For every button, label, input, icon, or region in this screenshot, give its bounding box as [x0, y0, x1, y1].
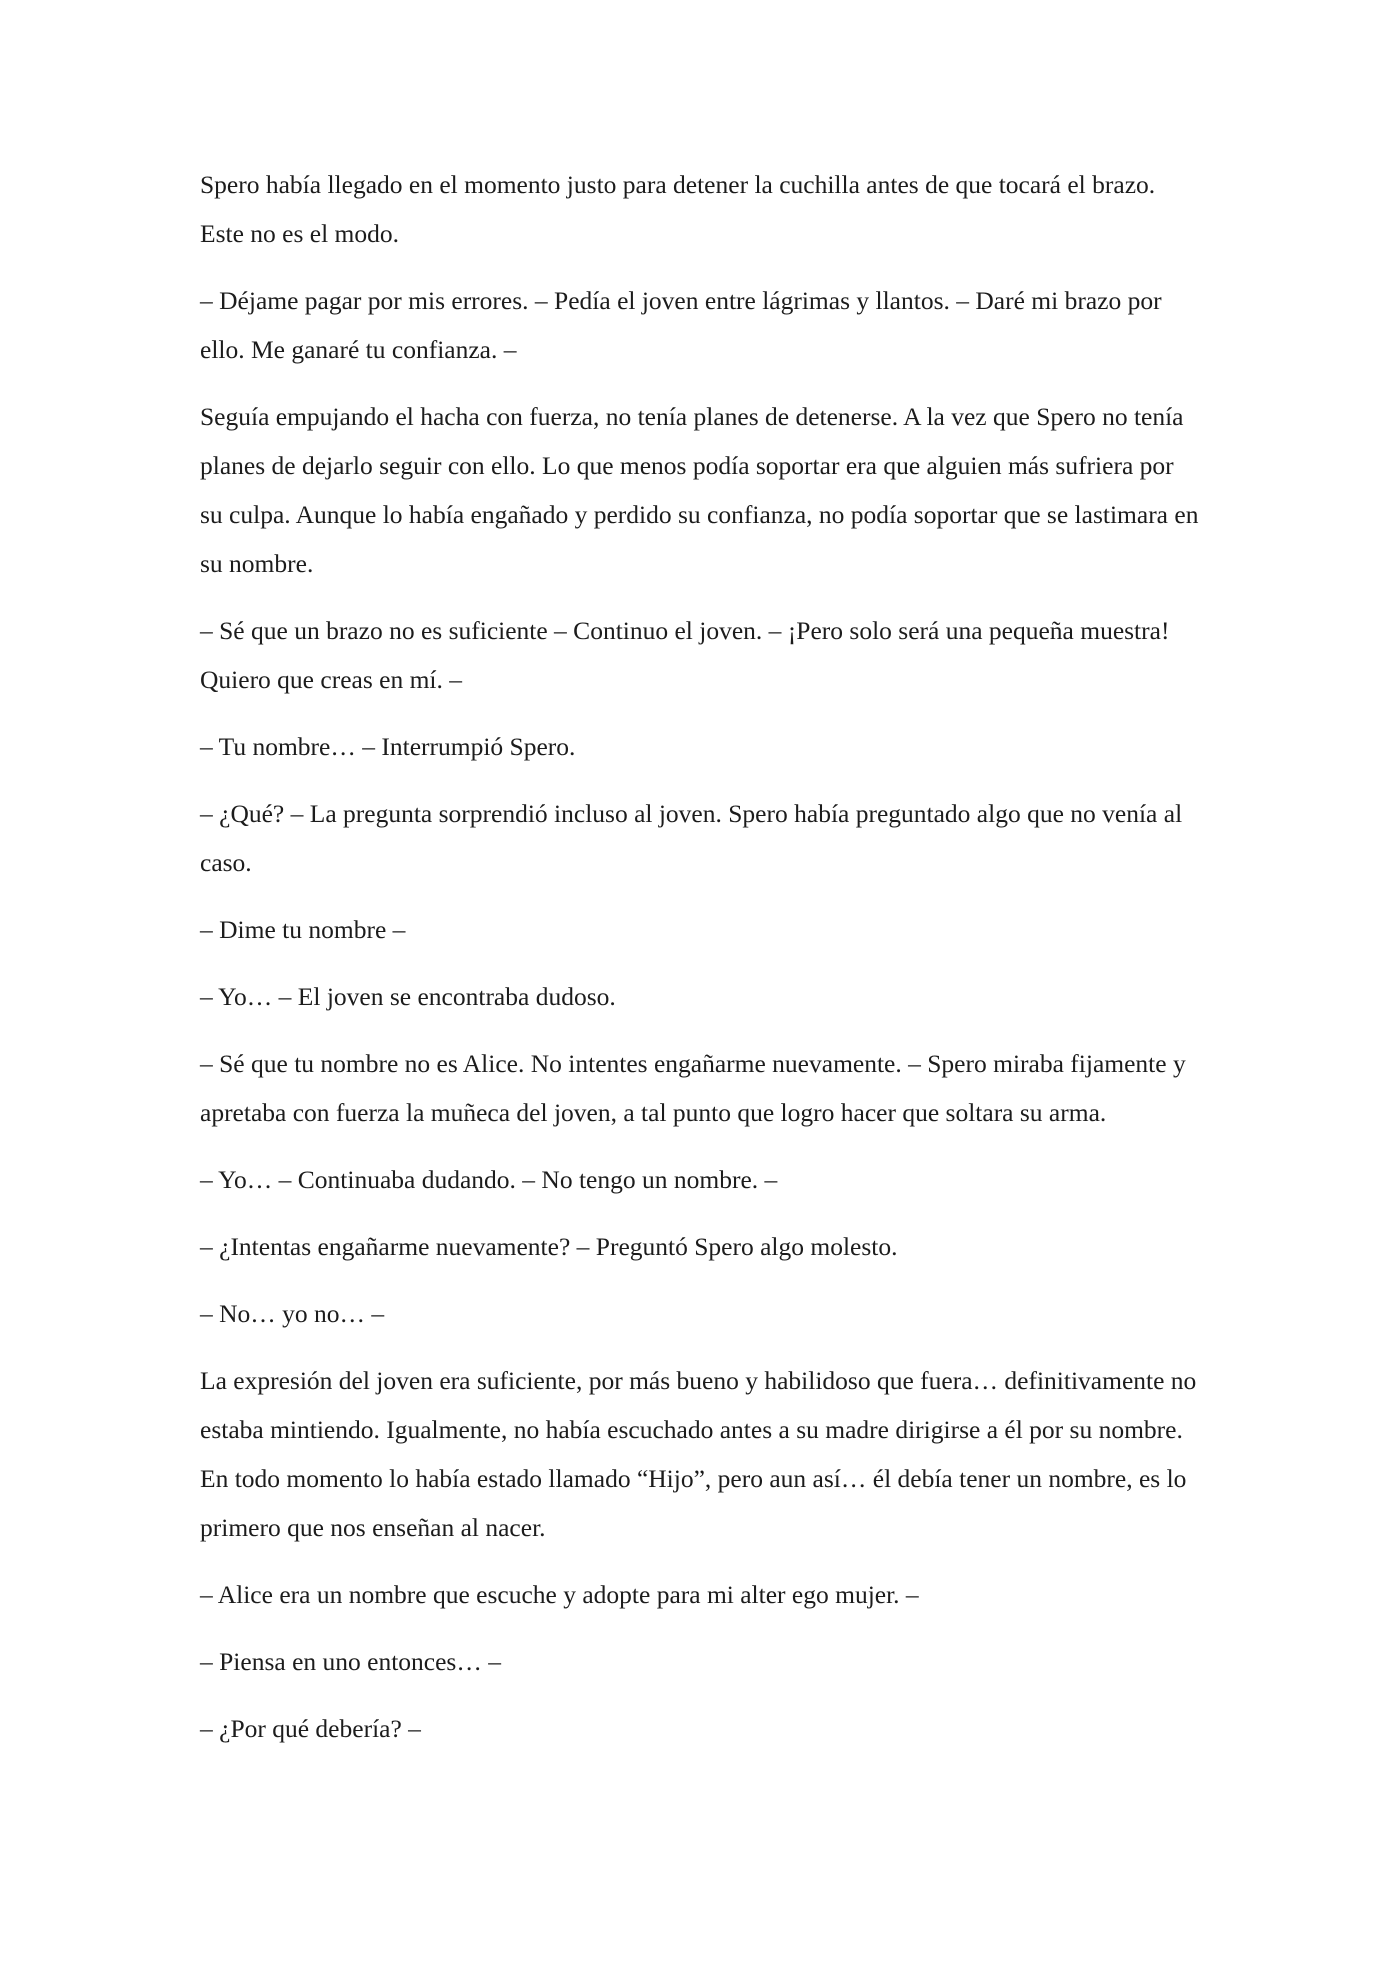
paragraph: – Sé que un brazo no es suficiente – Continuo el joven. – ¡Pero solo será una pequeña muestra! Quiero que creas en mí. – [200, 616, 1170, 694]
paragraph: Seguía empujando el hacha con fuerza, no tenía planes de detenerse. A la vez que Spero no tenía planes de dejarlo seguir con ello. Lo que menos podía soportar era que alguien más sufriera por su culpa. Aunque lo había engañado y perdido su confianza, no podía soportar que se lastimara en su nombre. [200, 402, 1199, 578]
paragraph: – Sé que tu nombre no es Alice. No intentes engañarme nuevamente. – Spero miraba fijamente y apretaba con fuerza la muñeca del joven, a tal punto que logro hacer que soltara su arma. [200, 1049, 1186, 1127]
paragraph: – Dime tu nombre – [200, 915, 406, 944]
paragraph: – Piensa en uno entonces… – [200, 1647, 501, 1676]
paragraph: – ¿Intentas engañarme nuevamente? – Preguntó Spero algo molesto. [200, 1232, 898, 1261]
paragraph: La expresión del joven era suficiente, por más bueno y habilidoso que fuera… definitivamente no estaba mintiendo. Igualmente, no había escuchado antes a su madre dirigirse a él por su nombre. En todo momento lo había estado llamado “Hijo”, pero aun así… él debía tener un nombre, es lo primero que nos enseñan al nacer. [200, 1366, 1197, 1542]
paragraph: Spero había llegado en el momento justo para detener la cuchilla antes de que tocará el brazo. Este no es el modo. [200, 170, 1156, 248]
paragraph: – No… yo no… – [200, 1299, 385, 1328]
document-text-body [200, 160, 1200, 1771]
paragraph: – ¿Por qué debería? – [200, 1714, 421, 1743]
paragraph: – Yo… – El joven se encontraba dudoso. [200, 982, 616, 1011]
paragraph: – ¿Qué? – La pregunta sorprendió incluso al joven. Spero había preguntado algo que no venía al caso. [200, 799, 1183, 877]
paragraph: – Tu nombre… – Interrumpió Spero. [200, 732, 576, 761]
paragraph: – Yo… – Continuaba dudando. – No tengo un nombre. – [200, 1165, 778, 1194]
paragraph: – Alice era un nombre que escuche y adopte para mi alter ego mujer. – [200, 1580, 919, 1609]
paragraph: – Déjame pagar por mis errores. – Pedía el joven entre lágrimas y llantos. – Daré mi brazo por ello. Me ganaré tu confianza. – [200, 286, 1162, 364]
